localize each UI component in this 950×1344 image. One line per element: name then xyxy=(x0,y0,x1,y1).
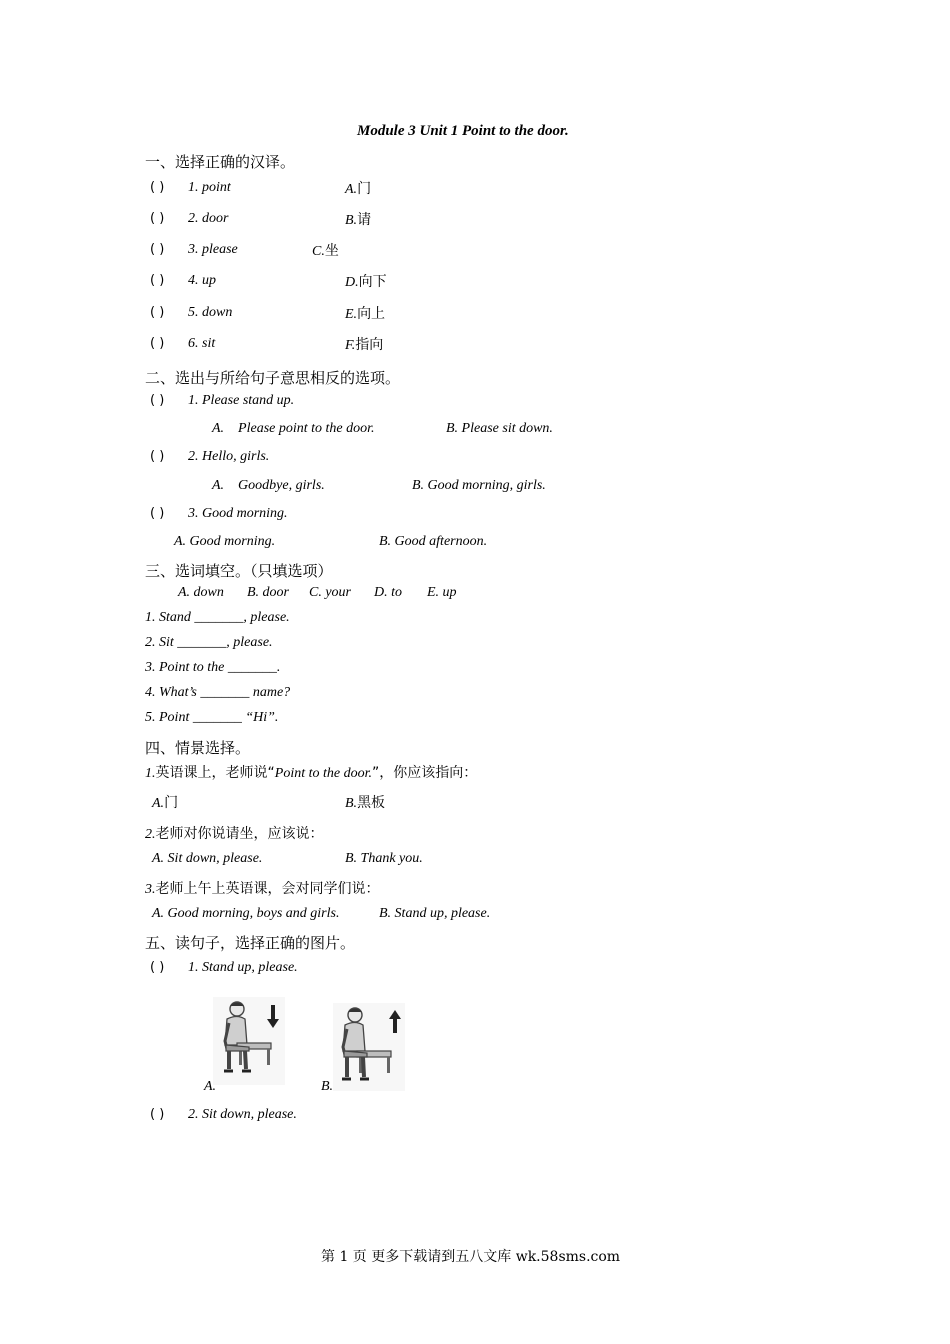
option-line: E.向上 xyxy=(345,306,386,322)
answer-paren: ( ) xyxy=(150,336,165,351)
section-2-heading: 二、选出与所给句子意思相反的选项。 xyxy=(145,369,401,387)
question-text: 2. door xyxy=(188,211,229,226)
option-b: B.黑板 xyxy=(345,795,386,811)
question-text: 1. Stand up, please. xyxy=(188,960,298,975)
option-line: C.坐 xyxy=(312,243,339,259)
answer-paren: ( ) xyxy=(150,449,165,464)
image-label-a: A. xyxy=(204,1079,217,1094)
image-label-b: B. xyxy=(321,1079,334,1094)
scenario-question: 2.老师对你说请坐，应该说： xyxy=(145,826,324,842)
question-text: 6. sit xyxy=(188,336,216,351)
answer-paren: ( ) xyxy=(150,211,165,226)
option-line: F.指向 xyxy=(345,337,384,353)
question-text: 2. Sit down, please. xyxy=(188,1107,297,1122)
option-a: A. Sit down, please. xyxy=(152,851,263,866)
page-footer: 第 1 页 更多下载请到五八文库 wk.58sms.com xyxy=(321,1249,621,1265)
section-4-heading: 四、情景选择。 xyxy=(145,739,251,757)
option-b: B. Stand up, please. xyxy=(379,906,491,921)
word-option: D. to xyxy=(374,585,402,600)
word-option: B. door xyxy=(247,585,289,600)
question-text: 2. Hello, girls. xyxy=(188,449,270,464)
scenario-question: 1.英语课上，老师说“Point to the door.”，你应该指向： xyxy=(145,765,478,781)
answer-paren: ( ) xyxy=(150,506,165,521)
fill-blank-item: 3. Point to the _______. xyxy=(145,660,281,675)
section-3-heading: 三、选词填空。（只填选项） xyxy=(145,562,333,580)
sitting-down-image xyxy=(213,997,285,1085)
fill-blank-item: 1. Stand _______, please. xyxy=(145,610,290,625)
option-line: B.请 xyxy=(345,212,372,228)
answer-paren: ( ) xyxy=(150,305,165,320)
question-text: 3. Good morning. xyxy=(188,506,288,521)
word-option: A. down xyxy=(178,585,224,600)
question-text: 1. Please stand up. xyxy=(188,393,295,408)
option-b: B. Please sit down. xyxy=(446,421,553,436)
option-a: A. Goodbye, girls. xyxy=(212,478,325,493)
word-option: C. your xyxy=(309,585,351,600)
page-title: Module 3 Unit 1 Point to the door. xyxy=(357,123,569,139)
answer-paren: ( ) xyxy=(150,1107,165,1122)
option-a: A. Please point to the door. xyxy=(212,421,375,436)
question-text: 5. down xyxy=(188,305,233,320)
word-option: E. up xyxy=(427,585,457,600)
option-b: B. Good afternoon. xyxy=(379,534,488,549)
option-a: A. Good morning. xyxy=(174,534,276,549)
answer-paren: ( ) xyxy=(150,242,165,257)
question-text: 4. up xyxy=(188,273,216,288)
fill-blank-item: 2. Sit _______, please. xyxy=(145,635,273,650)
question-text: 1. point xyxy=(188,180,231,195)
option-b: B. Thank you. xyxy=(345,851,423,866)
option-line: D.向下 xyxy=(345,274,387,290)
answer-paren: ( ) xyxy=(150,393,165,408)
answer-paren: ( ) xyxy=(150,960,165,975)
option-line: A.门 xyxy=(345,181,372,197)
standing-up-image xyxy=(333,1003,405,1091)
section-5-heading: 五、读句子，选择正确的图片。 xyxy=(145,934,356,952)
fill-blank-item: 4. What’s _______ name? xyxy=(145,685,291,700)
section-1-heading: 一、选择正确的汉译。 xyxy=(145,153,296,171)
scenario-question: 3.老师上午上英语课，会对同学们说： xyxy=(145,881,380,897)
answer-paren: ( ) xyxy=(150,180,165,195)
question-text: 3. please xyxy=(188,242,238,257)
option-a: A. Good morning, boys and girls. xyxy=(152,906,340,921)
answer-paren: ( ) xyxy=(150,273,165,288)
option-a: A.门 xyxy=(152,795,179,811)
fill-blank-item: 5. Point _______ “Hi”. xyxy=(145,710,279,725)
option-b: B. Good morning, girls. xyxy=(412,478,546,493)
